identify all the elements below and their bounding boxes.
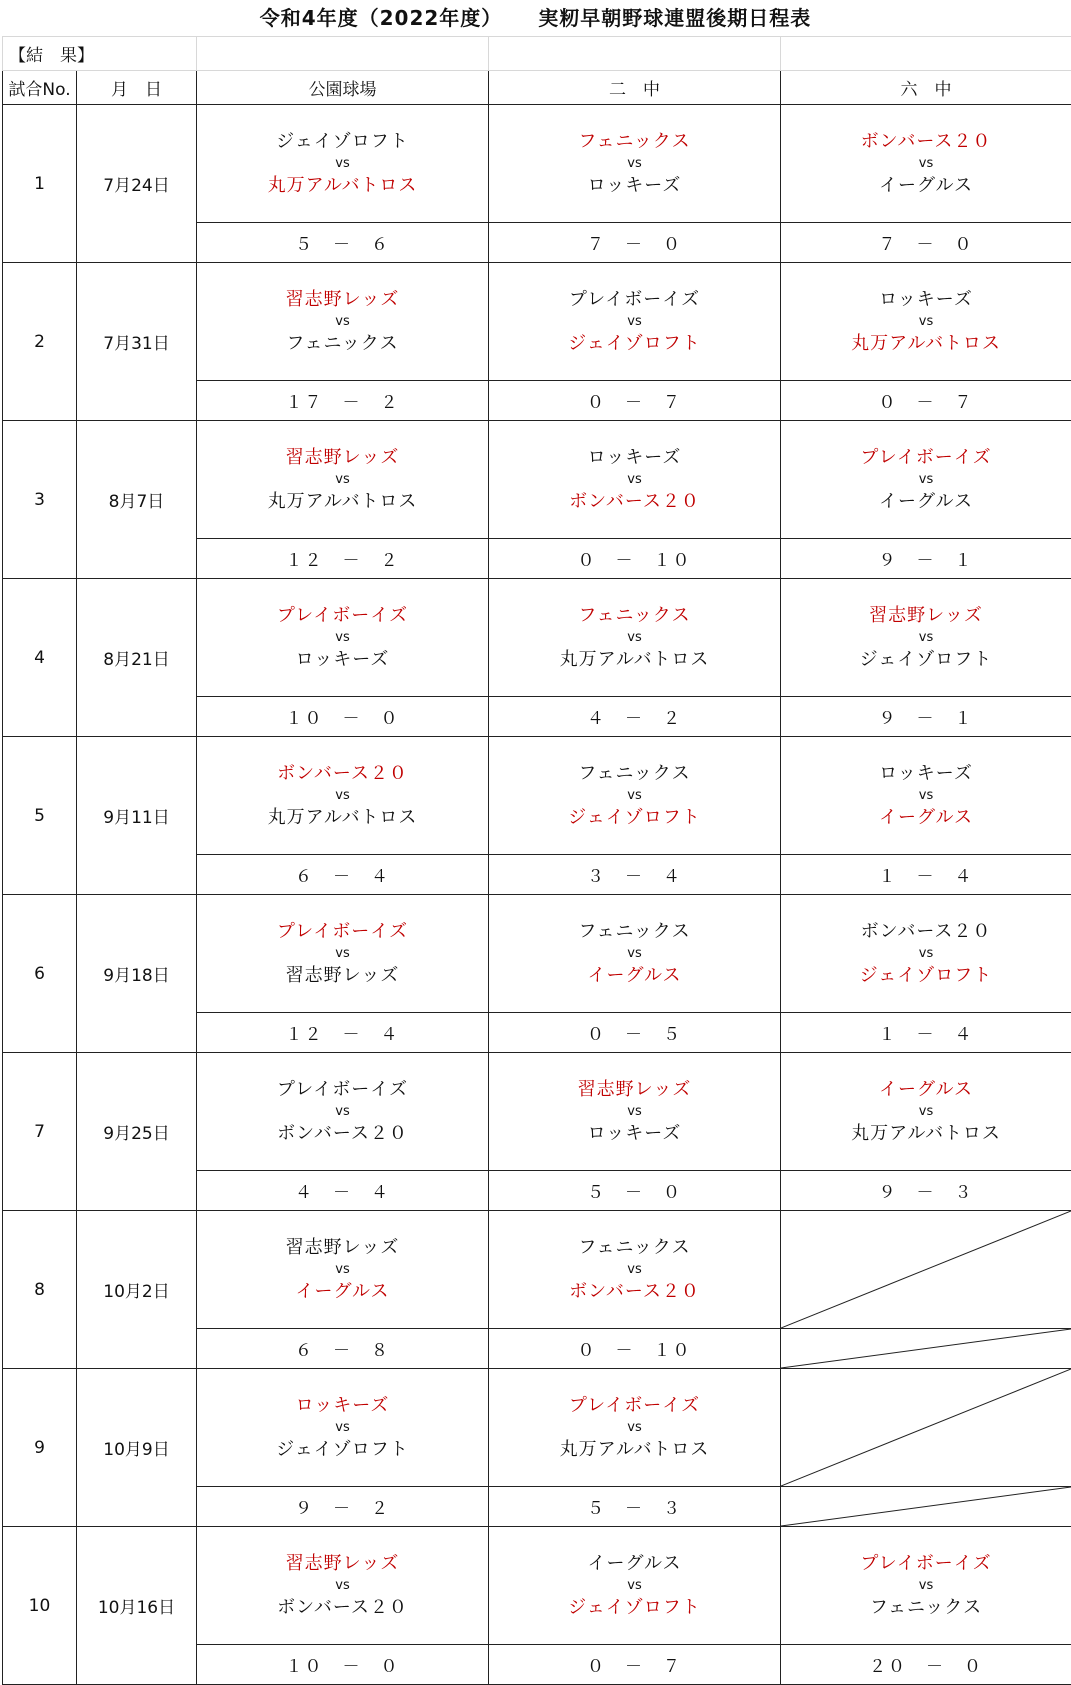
vs-label: vs — [335, 1577, 350, 1593]
away-team: 丸万アルバトロス — [267, 806, 418, 828]
game-date: 9月11日 — [77, 737, 197, 895]
score-rokuchu: １ － ４ — [781, 855, 1071, 895]
home-team: 習志野レッズ — [285, 446, 400, 468]
away-team: ロッキーズ — [587, 174, 682, 196]
away-team: ロッキーズ — [295, 648, 390, 670]
score-park: ６ － ８ — [197, 1329, 489, 1369]
diagonal-slash — [781, 1369, 1071, 1486]
vs-label: vs — [335, 155, 350, 171]
game-row — [3, 737, 1071, 855]
game-date: 8月21日 — [77, 579, 197, 737]
vs-label: vs — [627, 945, 642, 961]
game-date: 10月9日 — [77, 1369, 197, 1527]
result-label-spacer — [781, 37, 1071, 71]
game-number: 10 — [3, 1527, 77, 1685]
game-row — [3, 1527, 1071, 1645]
matchup-nichu — [489, 1369, 781, 1487]
matchup-nichu — [489, 579, 781, 697]
score-park: ９ － ２ — [197, 1487, 489, 1527]
home-team: 習志野レッズ — [285, 1552, 400, 1574]
game-number: 6 — [3, 895, 77, 1053]
vs-label: vs — [627, 787, 642, 803]
score-nichu: ３ － ４ — [489, 855, 781, 895]
vs-label: vs — [335, 787, 350, 803]
vs-label: vs — [918, 313, 934, 329]
matchup-rokuchu — [781, 421, 1071, 539]
score-rokuchu: ９ － １ — [781, 539, 1071, 579]
vs-label: vs — [627, 471, 642, 487]
game-number: 1 — [3, 105, 77, 263]
score-park: １０ － ０ — [197, 697, 489, 737]
score-park: １０ － ０ — [197, 1645, 489, 1685]
matchup-nichu — [489, 263, 781, 381]
score-nichu: ７ － ０ — [489, 223, 781, 263]
matchup-nichu — [489, 421, 781, 539]
score-park: ６ － ４ — [197, 855, 489, 895]
matchup-nichu — [489, 1053, 781, 1171]
score-park: １７ － ２ — [197, 381, 489, 421]
result-label-spacer — [197, 37, 489, 71]
away-team: ジェイゾロフト — [568, 806, 701, 828]
away-team: フェニックス — [869, 1596, 983, 1618]
game-date: 7月24日 — [77, 105, 197, 263]
game-row — [3, 105, 1071, 223]
away-team: イーグルス — [295, 1280, 390, 1302]
game-date: 10月2日 — [77, 1211, 197, 1369]
header-venue-park: 公園球場 — [197, 71, 489, 105]
away-team: 丸万アルバトロス — [267, 174, 418, 196]
matchup-rokuchu — [781, 895, 1071, 1013]
result-label-row — [3, 37, 1071, 71]
vs-label: vs — [627, 629, 642, 645]
matchup-rokuchu — [781, 737, 1071, 855]
slash-line — [781, 1487, 1071, 1526]
away-team: フェニックス — [286, 332, 399, 354]
vs-label: vs — [627, 1103, 642, 1119]
home-team: ボンバース２０ — [860, 920, 992, 942]
game-row — [3, 421, 1071, 539]
home-team: イーグルス — [879, 1078, 973, 1100]
home-team: プレイボーイズ — [860, 1552, 992, 1574]
away-team: 習志野レッズ — [285, 964, 400, 986]
no-game-slash-cell — [781, 1487, 1071, 1527]
score-rokuchu: ９ － １ — [781, 697, 1071, 737]
matchup-nichu — [489, 737, 781, 855]
score-rokuchu: ９ － ３ — [781, 1171, 1071, 1211]
game-number: 7 — [3, 1053, 77, 1211]
vs-label: vs — [918, 1577, 934, 1593]
vs-label: vs — [918, 945, 934, 961]
away-team: イーグルス — [587, 964, 682, 986]
no-game-slash-cell — [781, 1369, 1071, 1487]
matchup-nichu — [489, 1527, 781, 1645]
diagonal-slash — [781, 1329, 1071, 1368]
page-title — [0, 0, 1071, 36]
away-team: 丸万アルバトロス — [267, 490, 418, 512]
matchup-park — [197, 895, 489, 1013]
matchup-rokuchu — [781, 579, 1071, 697]
home-team: プレイボーイズ — [276, 920, 409, 942]
home-team: プレイボーイズ — [276, 1078, 409, 1100]
game-date: 8月7日 — [77, 421, 197, 579]
home-team: プレイボーイズ — [860, 446, 992, 468]
game-date: 7月31日 — [77, 263, 197, 421]
away-team: 丸万アルバトロス — [559, 648, 710, 670]
home-team: イーグルス — [587, 1552, 682, 1574]
matchup-park — [197, 263, 489, 381]
score-park: １２ － ２ — [197, 539, 489, 579]
away-team: ジェイゾロフト — [568, 332, 701, 354]
home-team: フェニックス — [578, 604, 691, 626]
score-nichu: ０ － ７ — [489, 381, 781, 421]
header-game-no: 試合No. — [3, 71, 77, 105]
score-rokuchu: ０ － ７ — [781, 381, 1071, 421]
vs-label: vs — [335, 629, 350, 645]
score-rokuchu: ７ － ０ — [781, 223, 1071, 263]
matchup-rokuchu — [781, 1053, 1071, 1171]
score-park: ５ － ６ — [197, 223, 489, 263]
home-team: ボンバース２０ — [277, 762, 408, 784]
vs-label: vs — [918, 787, 934, 803]
home-team: フェニックス — [578, 762, 691, 784]
score-nichu: ０ － １０ — [489, 539, 781, 579]
game-date: 10月16日 — [77, 1527, 197, 1685]
matchup-rokuchu — [781, 1527, 1071, 1645]
header-venue-rokuchu: 六 中 — [781, 71, 1071, 105]
away-team: ジェイゾロフト — [276, 1438, 409, 1460]
away-team: ボンバース２０ — [569, 490, 700, 512]
header-date: 月 日 — [77, 71, 197, 105]
game-number: 5 — [3, 737, 77, 895]
game-row — [3, 1211, 1071, 1329]
game-row — [3, 263, 1071, 381]
result-label: 【結 果】 — [3, 37, 197, 71]
score-nichu: ５ － ３ — [489, 1487, 781, 1527]
vs-label: vs — [335, 1103, 350, 1119]
away-team: イーグルス — [879, 174, 973, 196]
vs-label: vs — [627, 313, 642, 329]
home-team: フェニックス — [578, 1236, 691, 1258]
away-team: ボンバース２０ — [277, 1122, 408, 1144]
away-team: 丸万アルバトロス — [559, 1438, 710, 1460]
matchup-park — [197, 737, 489, 855]
score-nichu: ０ － ５ — [489, 1013, 781, 1053]
away-team: ジェイゾロフト — [859, 964, 993, 986]
matchup-park — [197, 1527, 489, 1645]
schedule-table — [2, 36, 1071, 1685]
home-team: 習志野レッズ — [869, 604, 983, 626]
vs-label: vs — [335, 1261, 350, 1277]
home-team: 習志野レッズ — [577, 1078, 692, 1100]
away-team: イーグルス — [879, 806, 973, 828]
game-date: 9月18日 — [77, 895, 197, 1053]
title-season: 令和4年度（2022年度） — [259, 6, 503, 30]
slash-line — [781, 1211, 1071, 1328]
away-team: ジェイゾロフト — [859, 648, 993, 670]
matchup-rokuchu — [781, 263, 1071, 381]
home-team: ロッキーズ — [879, 762, 973, 784]
matchup-park — [197, 421, 489, 539]
home-team: 習志野レッズ — [285, 1236, 400, 1258]
vs-label: vs — [335, 945, 350, 961]
score-nichu: ０ － １０ — [489, 1329, 781, 1369]
matchup-nichu — [489, 105, 781, 223]
home-team: ロッキーズ — [879, 288, 973, 310]
score-nichu: ４ － ２ — [489, 697, 781, 737]
diagonal-slash — [781, 1211, 1071, 1328]
header-venue-nichu: 二 中 — [489, 71, 781, 105]
score-park: ４ － ４ — [197, 1171, 489, 1211]
no-game-slash-cell — [781, 1211, 1071, 1329]
vs-label: vs — [627, 155, 642, 171]
game-number: 9 — [3, 1369, 77, 1527]
game-date: 9月25日 — [77, 1053, 197, 1211]
home-team: プレイボーイズ — [568, 1394, 701, 1416]
game-number: 8 — [3, 1211, 77, 1369]
score-nichu: ５ － ０ — [489, 1171, 781, 1211]
slash-line — [781, 1329, 1071, 1368]
vs-label: vs — [335, 313, 350, 329]
away-team: ロッキーズ — [587, 1122, 682, 1144]
header-row — [3, 71, 1071, 105]
vs-label: vs — [335, 1419, 350, 1435]
away-team: 丸万アルバトロス — [851, 1122, 1001, 1144]
away-team: ジェイゾロフト — [568, 1596, 701, 1618]
game-number: 4 — [3, 579, 77, 737]
score-park: １２ － ４ — [197, 1013, 489, 1053]
away-team: イーグルス — [879, 490, 973, 512]
vs-label: vs — [918, 629, 934, 645]
matchup-park — [197, 1211, 489, 1329]
matchup-park — [197, 105, 489, 223]
away-team: ボンバース２０ — [277, 1596, 408, 1618]
matchup-park — [197, 1053, 489, 1171]
no-game-slash-cell — [781, 1329, 1071, 1369]
score-rokuchu: ２０ － ０ — [781, 1645, 1071, 1685]
vs-label: vs — [627, 1577, 642, 1593]
matchup-rokuchu — [781, 105, 1071, 223]
home-team: ロッキーズ — [587, 446, 682, 468]
home-team: プレイボーイズ — [568, 288, 701, 310]
vs-label: vs — [918, 1103, 934, 1119]
score-nichu: ０ － ７ — [489, 1645, 781, 1685]
home-team: ジェイゾロフト — [276, 130, 409, 152]
result-label-spacer — [489, 37, 781, 71]
home-team: フェニックス — [578, 920, 691, 942]
home-team: 習志野レッズ — [285, 288, 400, 310]
game-row — [3, 895, 1071, 1013]
vs-label: vs — [627, 1419, 642, 1435]
matchup-park — [197, 579, 489, 697]
game-row — [3, 579, 1071, 697]
vs-label: vs — [335, 471, 350, 487]
away-team: 丸万アルバトロス — [851, 332, 1001, 354]
title-league: 実籾早朝野球連盟後期日程表 — [538, 6, 812, 30]
slash-line — [781, 1369, 1071, 1486]
game-number: 3 — [3, 421, 77, 579]
game-row — [3, 1053, 1071, 1171]
vs-label: vs — [918, 471, 934, 487]
home-team: プレイボーイズ — [276, 604, 409, 626]
home-team: フェニックス — [578, 130, 691, 152]
game-number: 2 — [3, 263, 77, 421]
vs-label: vs — [918, 155, 934, 171]
score-rokuchu: １ － ４ — [781, 1013, 1071, 1053]
schedule-body — [3, 37, 1071, 1685]
matchup-nichu — [489, 895, 781, 1013]
vs-label: vs — [627, 1261, 642, 1277]
diagonal-slash — [781, 1487, 1071, 1526]
game-row — [3, 1369, 1071, 1487]
away-team: ボンバース２０ — [569, 1280, 700, 1302]
home-team: ボンバース２０ — [860, 130, 992, 152]
matchup-park — [197, 1369, 489, 1487]
home-team: ロッキーズ — [295, 1394, 390, 1416]
matchup-nichu — [489, 1211, 781, 1329]
